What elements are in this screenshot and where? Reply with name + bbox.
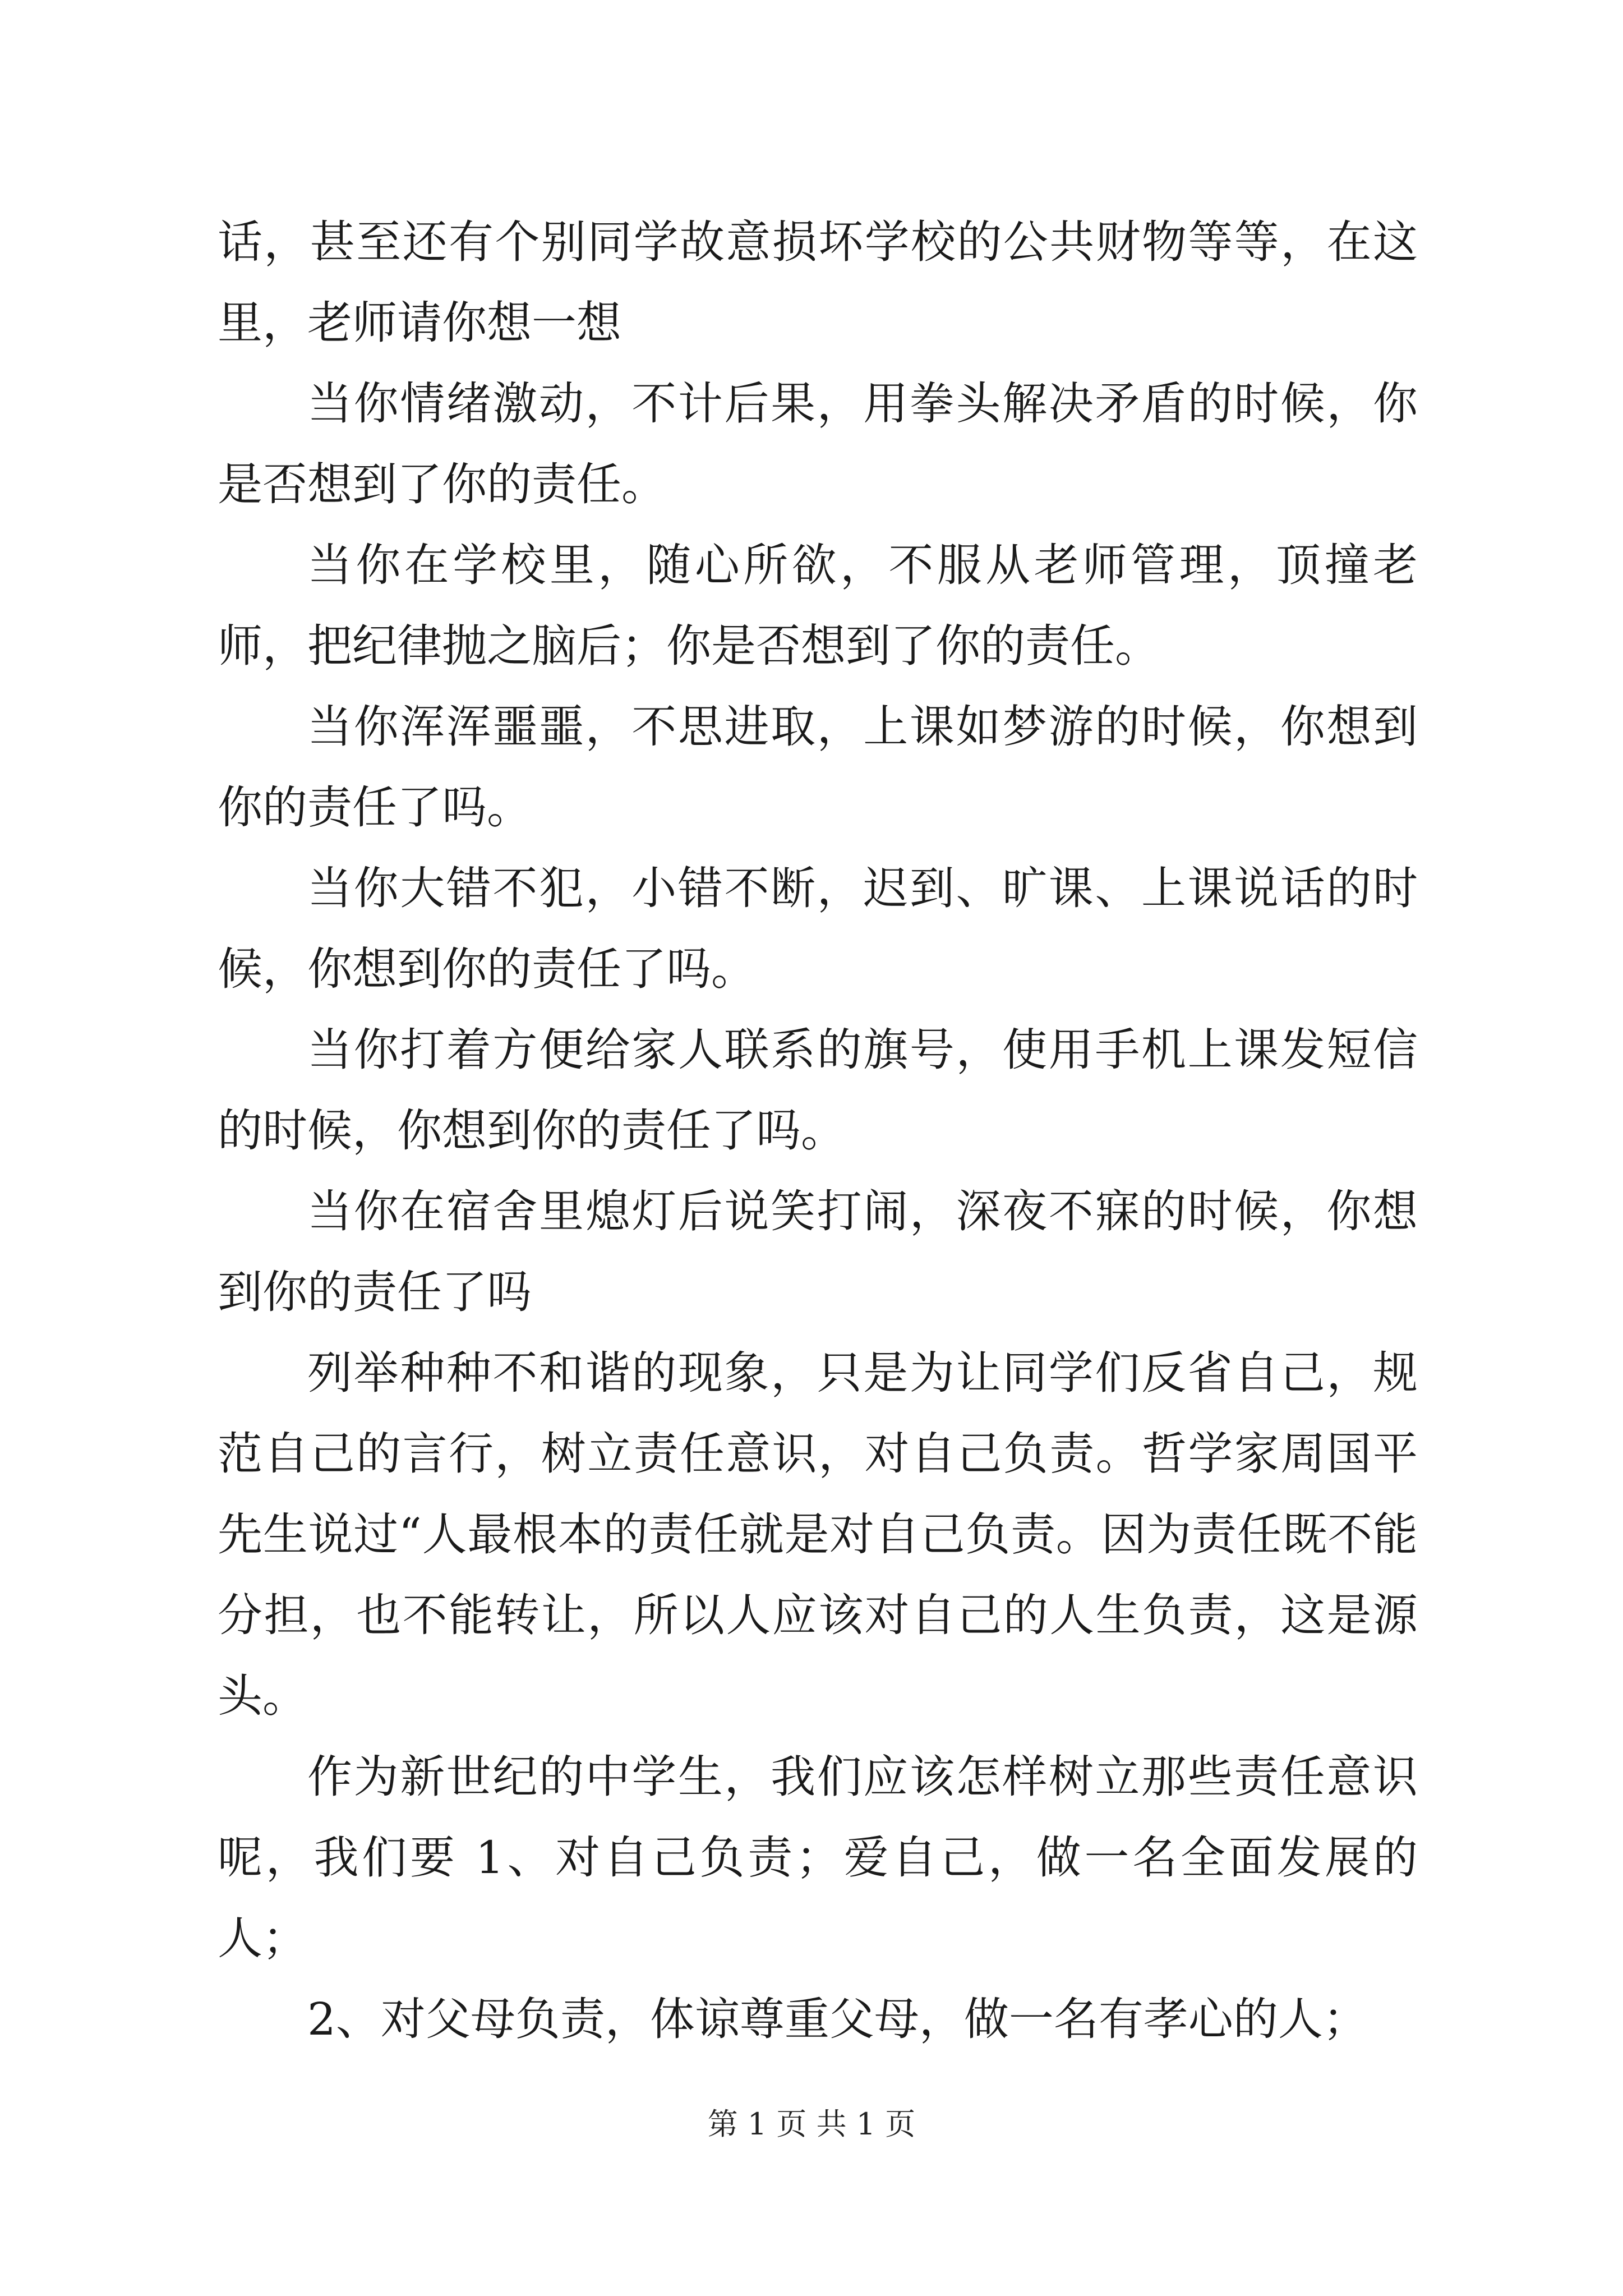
paragraph-8: 列举种种不和谐的现象，只是为让同学们反省自己，规范自己的言行，树立责任意识，对自己负责。哲学家周国平先生说过“人最根本的责任就是对自己负责。因为责任既不能分担，也不能转让，所以人应该对自己的人生负责，这是源头。: [218, 1347, 1418, 1722]
paragraph-6: 当你打着方便给家人联系的旗号，使用手机上课发短信的时候，你想到你的责任了吗。: [218, 1024, 1418, 1157]
paragraph-1: 话，甚至还有个别同学故意损坏学校的公共财物等等，在这里，老师请你想一想: [218, 216, 1418, 349]
paragraph-10: 2、对父母负责，体谅尊重父母，做一名有孝心的人；: [307, 1993, 1368, 2045]
paragraph-3: 当你在学校里，随心所欲，不服从老师管理，顶撞老师，把纪律抛之脑后；你是否想到了你的责任。: [218, 539, 1418, 672]
paragraph-9: 作为新世纪的中学生，我们应该怎样树立那些责任意识呢，我们要 1、对自己负责；爱自己，做一名全面发展的人；: [218, 1751, 1418, 1964]
document-body: [218, 202, 1418, 2060]
paragraph-5: 当你大错不犯，小错不断，迟到、旷课、上课说话的时候，你想到你的责任了吗。: [218, 862, 1418, 995]
page-footer: [0, 2105, 1623, 2144]
paragraph-7: 当你在宿舍里熄灯后说笑打闹，深夜不寐的时候，你想到你的责任了吗: [218, 1185, 1418, 1318]
paragraph-4: 当你浑浑噩噩，不思进取，上课如梦游的时候，你想到你的责任了吗。: [218, 701, 1418, 834]
paragraph-2: 当你情绪激动，不计后果，用拳头解决矛盾的时候，你是否想到了你的责任。: [218, 378, 1418, 510]
page-number-label: 第 1 页 共 1 页: [707, 2106, 916, 2142]
